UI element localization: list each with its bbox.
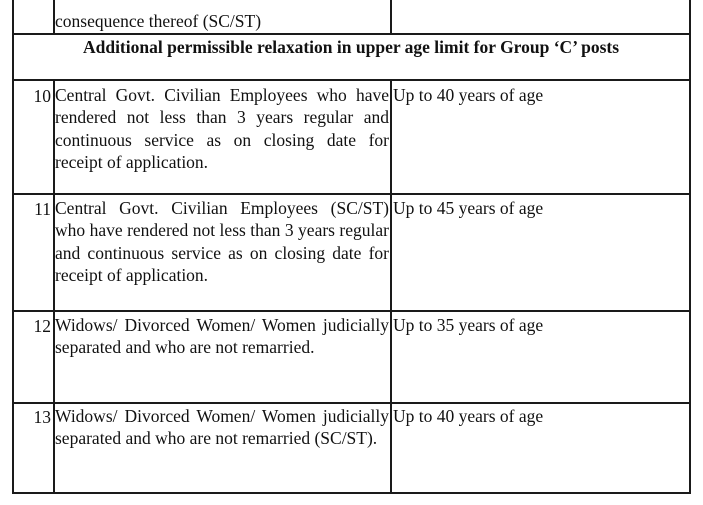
row-number: 11 [34, 199, 51, 219]
rule-row11-bottom [12, 310, 691, 312]
row-relaxation: Up to 40 years of age [393, 85, 544, 105]
rule-col2-body [390, 79, 392, 494]
row-category: Widows/ Divorced Women/ Women judicially separated and who are not remarried (SC/ST). [55, 406, 389, 449]
row-number: 13 [33, 407, 51, 427]
row-relaxation: Up to 40 years of age [393, 406, 544, 426]
rule-right-border [689, 0, 691, 494]
rule-top-row-bottom [12, 33, 691, 35]
row-number: 12 [33, 316, 51, 336]
top-row-text: consequence thereof (SC/ST) [55, 11, 262, 31]
rule-table-bottom [12, 492, 691, 494]
section-header: Additional permissible relaxation in upper age limit for Group ‘C’ posts [82, 37, 620, 57]
row-category: Central Govt. Civilian Employees who have rendered not less than 3 years regular and continuous service as on closing date for receipt of application. [55, 85, 389, 172]
row-relaxation: Up to 45 years of age [393, 198, 544, 218]
row-number: 10 [33, 86, 51, 106]
rule-row10-bottom [12, 193, 691, 195]
row-category: Central Govt. Civilian Employees (SC/ST) who have rendered not less than 3 years regular and continuous service as on closing date for receipt of application. [55, 198, 389, 285]
row-relaxation: Up to 35 years of age [393, 315, 544, 335]
rule-row12-bottom [12, 402, 691, 404]
rule-col2-top [390, 0, 392, 35]
row-category: Widows/ Divorced Women/ Women judicially separated and who are not remarried. [55, 315, 389, 358]
rule-header-bottom [12, 79, 691, 81]
